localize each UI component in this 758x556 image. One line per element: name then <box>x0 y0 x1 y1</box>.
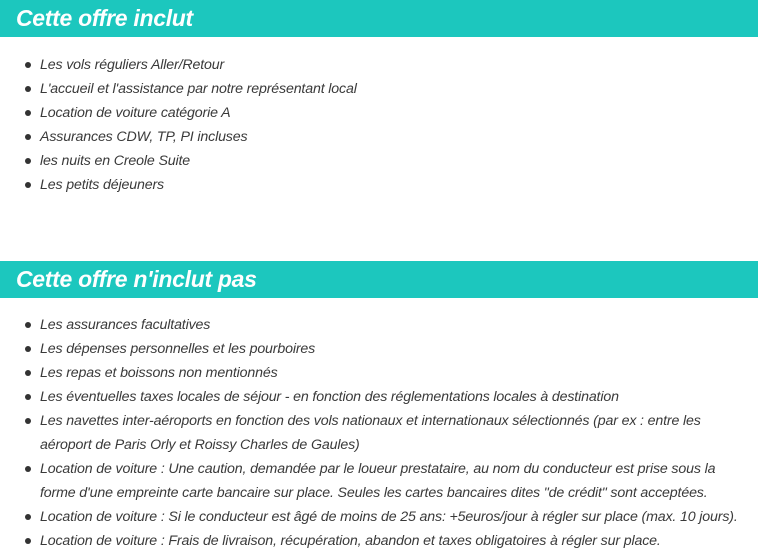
bullet-icon <box>25 514 31 520</box>
list-item <box>0 529 758 553</box>
list-item-text: Les petits déjeuners <box>40 177 164 193</box>
list-item <box>0 77 758 101</box>
list-item-text: les nuits en Creole Suite <box>40 153 191 169</box>
list-item-text: Assurances CDW, TP, PI incluses <box>40 129 248 145</box>
included-section-title: Cette offre inclut <box>0 0 758 37</box>
bullet-icon <box>25 346 31 352</box>
excluded-list <box>0 313 758 553</box>
excluded-section-title: Cette offre n'inclut pas <box>0 261 758 298</box>
list-item-text: Les navettes inter-aéroports en fonction des vols nationaux et internationaux sélectionnés (par ex : entre les aéroport de Paris Orly et Roissy Charles de Gaules) <box>40 413 701 453</box>
list-item-text: Location de voiture catégorie A <box>40 105 231 121</box>
bullet-icon <box>25 322 31 328</box>
list-item-text: Location de voiture : Si le conducteur est âgé de moins de 25 ans: +5euros/jour à régler sur place (max. 10 jours). <box>40 509 738 525</box>
bullet-icon <box>25 418 31 424</box>
list-item-text: Location de voiture : Frais de livraison, récupération, abandon et taxes obligatoires à régler sur place. <box>40 533 661 549</box>
bullet-icon <box>25 466 31 472</box>
bullet-icon <box>25 134 31 140</box>
list-item-text: Les éventuelles taxes locales de séjour - en fonction des réglementations locales à destination <box>40 389 619 405</box>
excluded-section <box>0 261 758 553</box>
list-item <box>0 505 758 529</box>
list-item <box>0 313 758 337</box>
bullet-icon <box>25 86 31 92</box>
list-item <box>0 53 758 77</box>
bullet-icon <box>25 394 31 400</box>
list-item <box>0 337 758 361</box>
bullet-icon <box>25 158 31 164</box>
bullet-icon <box>25 110 31 116</box>
included-section <box>0 0 758 197</box>
list-item <box>0 457 758 505</box>
included-list <box>0 53 758 197</box>
list-item <box>0 361 758 385</box>
list-item <box>0 149 758 173</box>
bullet-icon <box>25 62 31 68</box>
list-item-text: L'accueil et l'assistance par notre représentant local <box>40 81 357 97</box>
list-item <box>0 125 758 149</box>
list-item <box>0 173 758 197</box>
list-item-text: Les dépenses personnelles et les pourboires <box>40 341 316 357</box>
list-item <box>0 101 758 125</box>
list-item <box>0 409 758 457</box>
bullet-icon <box>25 182 31 188</box>
bullet-icon <box>25 538 31 544</box>
bullet-icon <box>25 370 31 376</box>
list-item <box>0 385 758 409</box>
list-item-text: Les vols réguliers Aller/Retour <box>40 57 225 73</box>
list-item-text: Location de voiture : Une caution, demandée par le loueur prestataire, au nom du conducteur est prise sous la forme d'une empreinte carte bancaire sur place. Seules les cartes bancaires dites "de crédit" sont acceptées. <box>40 461 716 501</box>
list-item-text: Les repas et boissons non mentionnés <box>40 365 278 381</box>
list-item-text: Les assurances facultatives <box>40 317 211 333</box>
